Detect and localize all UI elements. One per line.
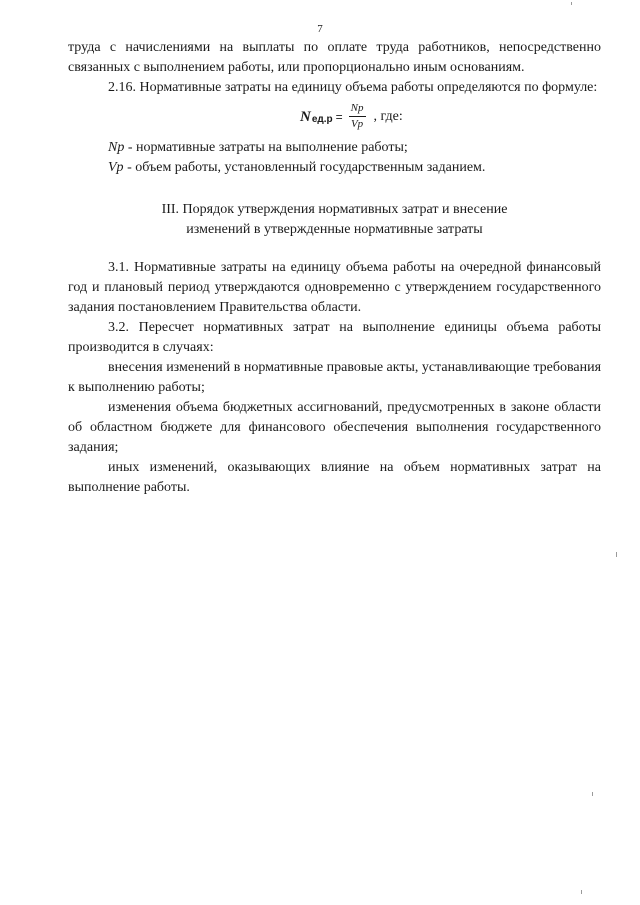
page-number: 7 [317, 23, 323, 35]
definition-text: - нормативные затраты на выполнение работы; [124, 140, 408, 155]
formula-suffix: , где: [373, 108, 403, 124]
section-heading-line-2: изменений в утвержденные нормативные затраты [186, 222, 483, 237]
definition-np [68, 138, 601, 158]
case-item: изменения объема бюджетных ассигнований, предусмотренных в законе области об областном бюджете для финансового обеспечения выполнения государственного задания; [68, 400, 601, 455]
formula-numerator: Np [349, 102, 366, 117]
formula-denominator: Vp [350, 118, 364, 130]
definition-symbol: Np [108, 140, 125, 155]
paragraph-3-2: 3.2. Пересчет нормативных затрат на выполнение единицы объема работы производится в случаях: [68, 320, 601, 355]
paragraph-continuation: труда с начислениями на выплаты по оплате труда работников, непосредственно связанных с выполнением работы, или пропорционально иным основаниям. [68, 40, 601, 75]
section-heading [68, 200, 601, 240]
scan-mark [571, 2, 572, 5]
formula [300, 102, 403, 131]
scan-mark [592, 792, 593, 796]
definition-symbol: Vp [108, 160, 124, 175]
paragraph-3-1: 3.1. Нормативные затраты на единицу объема работы на очередной финансовый год и плановый период утверждаются одновременно с утверждением государственного задания постановлением Правительства области. [68, 260, 601, 315]
scan-mark [616, 552, 617, 557]
section-heading-line-1: III. Порядок утверждения нормативных затрат и внесение [161, 202, 508, 217]
formula-equals: = [335, 109, 343, 124]
case-item: иных изменений, оказывающих влияние на объем нормативных затрат на выполнение работы. [68, 460, 601, 495]
document-body [68, 38, 601, 498]
formula-lhs: N [300, 108, 311, 125]
definition-text: - объем работы, установленный государственным заданием. [123, 160, 486, 175]
formula-fraction [349, 102, 366, 131]
formula-lhs-subscript: ед.р [311, 113, 333, 125]
definition-vp [68, 158, 601, 178]
paragraph-2-16: 2.16. Нормативные затраты на единицу объема работы определяются по формуле: [108, 80, 598, 95]
formula-block [68, 98, 601, 138]
case-item: внесения изменений в нормативные правовые акты, устанавливающие требования к выполнению работы; [68, 360, 602, 395]
scan-mark [581, 890, 582, 894]
